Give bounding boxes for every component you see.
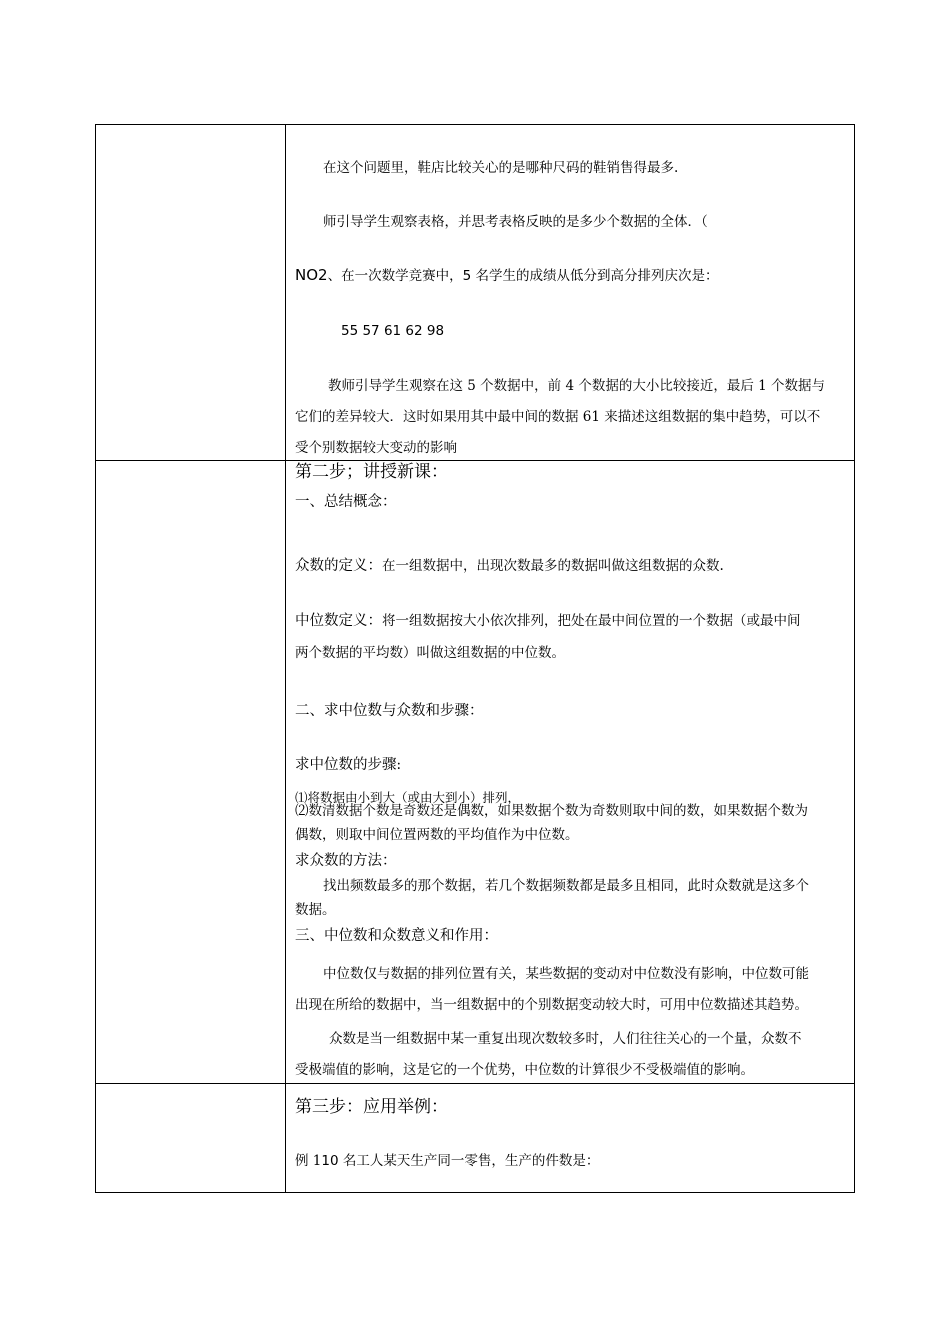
paragraph: 受个别数据较大变动的影响 xyxy=(295,440,457,456)
table-row xyxy=(96,125,855,461)
no2-label: NO2 xyxy=(295,266,328,284)
paragraph: 中位数仅与数据的排列位置有关，某些数据的变动对中位数没有影响，中位数可能 xyxy=(323,966,809,982)
no2-num: 5 xyxy=(462,268,472,284)
paragraph: 找出频数最多的那个数据，若几个数据频数都是最多且相同，此时众数就是这多个 xyxy=(323,878,809,894)
paragraph xyxy=(295,556,846,576)
subsection-title: 三、中位数和众数意义和作用： xyxy=(295,928,498,944)
section-title: 第二步；讲授新课： xyxy=(295,462,448,482)
scores-line: 55 57 61 62 98 xyxy=(341,323,445,339)
paragraph: 受极端值的影响，这是它的一个优势，中位数的计算很少不受极端值的影响。 xyxy=(295,1062,754,1078)
steps-colon: : xyxy=(396,757,402,773)
mode-text: 在一组数据中，出现次数最多的数据叫做这组数据的众数. xyxy=(382,558,724,574)
paragraph: 出现在所给的数据中，当一组数据中的个别数据变动较大时，可用中位数描述其趋势。 xyxy=(295,997,808,1013)
example-label: 例 1 xyxy=(295,1153,322,1169)
paragraph: 教师引导学生观察在这 5 个数据中，前 4 个数据的大小比较接近，最后 1 个数据与 xyxy=(328,378,826,394)
subsection-title: 一、总结概念： xyxy=(295,494,397,510)
section-title: 第三步：应用举例： xyxy=(295,1097,448,1117)
paragraph xyxy=(295,265,846,286)
table-row xyxy=(96,1084,855,1193)
content-cell xyxy=(286,461,855,1084)
paragraph xyxy=(295,755,846,775)
steps-label: 求中位数的步骤 xyxy=(295,757,397,773)
paragraph: 师引导学生观察表格，并思考表格反映的是多少个数据的全体．（ xyxy=(323,214,708,230)
subsection-title: 二、求中位数与众数和步骤： xyxy=(295,703,484,719)
example-text: 名工人某天生产同一零售，生产的件数是： xyxy=(338,1153,600,1169)
left-cell xyxy=(96,461,286,1084)
paragraph: 众数是当一组数据中某一重复出现次数较多时，人们往往关心的一个量，众数不 xyxy=(329,1031,802,1047)
paragraph xyxy=(295,611,846,631)
mode-label: 众数的定义： xyxy=(295,558,382,574)
step-item: ⑴将数据由小到大（或由大到小）排列， xyxy=(295,790,521,805)
no2-rest: 名学生的成绩从低分到高分排列庆次是： xyxy=(471,268,719,284)
left-cell xyxy=(96,125,286,461)
no2-text: 、在一次数学竞赛中， xyxy=(327,268,463,284)
paragraph: 在这个问题里，鞋店比较关心的是哪种尺码的鞋销售得最多. xyxy=(323,160,679,176)
step-item: ⑵数清数据个数是奇数还是偶数，如果数据个数为奇数则取中间的数，如果数据个数为 xyxy=(295,803,808,819)
subsection-title: 求众数的方法： xyxy=(295,853,397,869)
table-row xyxy=(96,461,855,1084)
lesson-table xyxy=(95,124,855,1193)
step-item: 偶数，则取中间位置两数的平均值作为中位数。 xyxy=(295,827,579,843)
content-cell xyxy=(286,1084,855,1193)
content-cell xyxy=(286,125,855,461)
left-cell xyxy=(96,1084,286,1193)
example-num: 10 xyxy=(321,1153,339,1169)
paragraph: 它们的差异较大．这时如果用其中最中间的数据 61 来描述这组数据的集中趋势，可以不 xyxy=(295,409,821,425)
median-text: 将一组数据按大小依次排列，把处在最中间位置的一个数据（或最中间 xyxy=(382,613,801,629)
paragraph: 两个数据的平均数）叫做这组数据的中位数。 xyxy=(295,645,565,661)
median-label: 中位数定义： xyxy=(295,613,382,629)
paragraph: 数据。 xyxy=(295,902,336,918)
paragraph xyxy=(295,1151,846,1171)
